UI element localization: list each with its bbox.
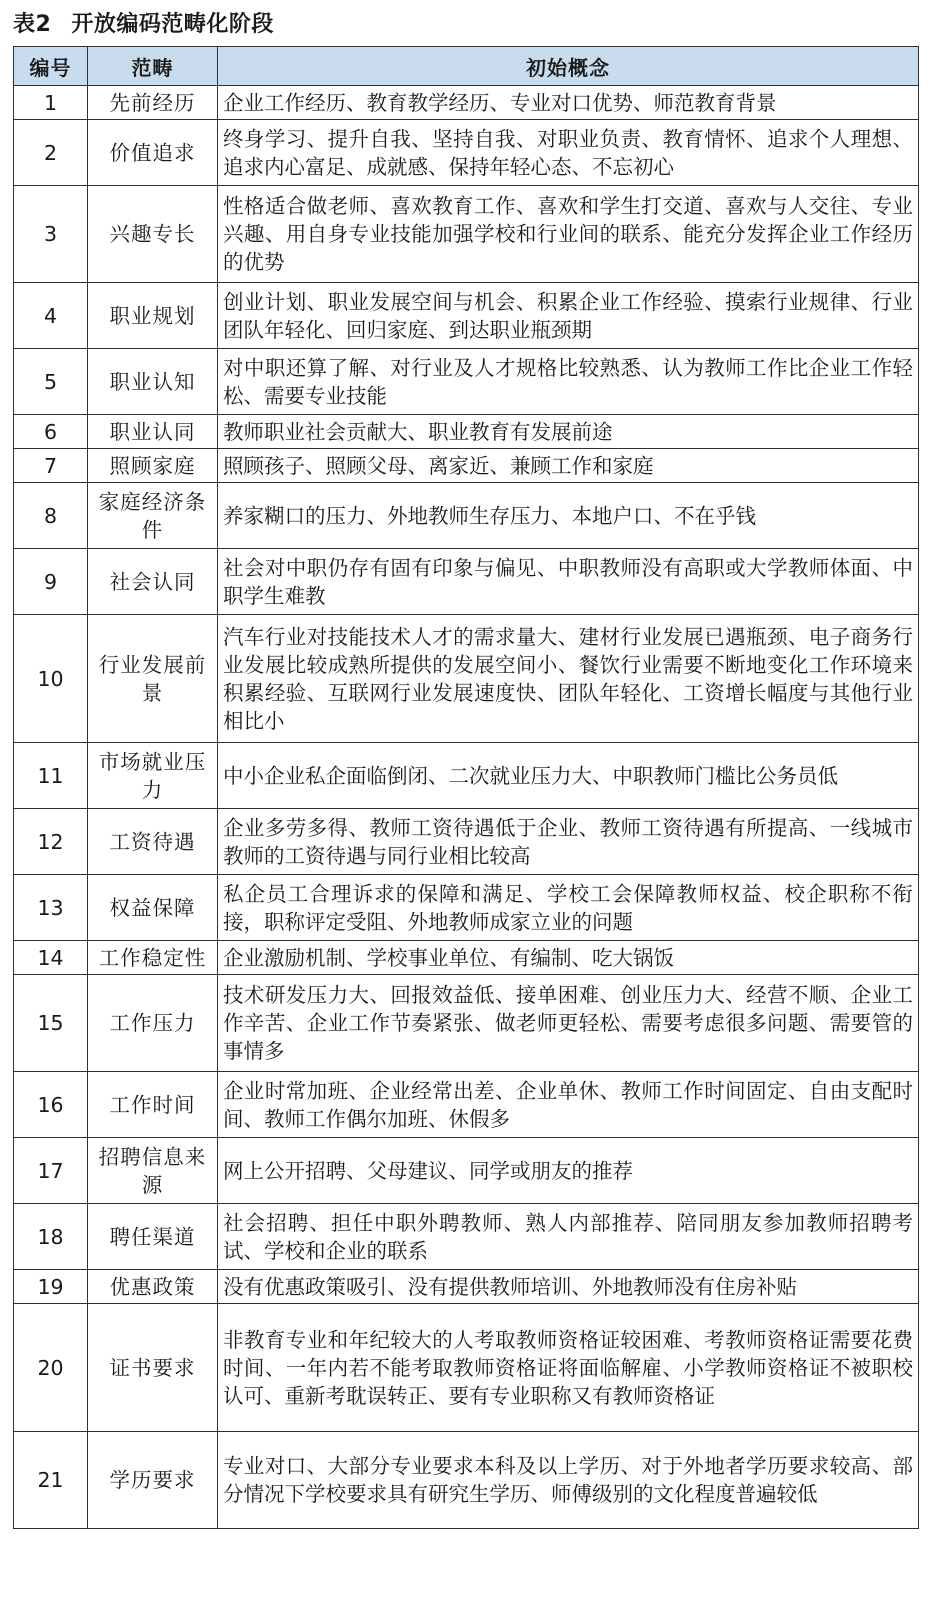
table-row (14, 975, 919, 1072)
row-concepts: 中小企业私企面临倒闭、二次就业压力大、中职教师门槛比公务员低 (218, 743, 919, 809)
table-row (14, 875, 919, 941)
row-concepts: 技术研发压力大、回报效益低、接单困难、创业压力大、经营不顺、企业工作辛苦、企业工作节奏紧张、做老师更轻松、需要考虑很多问题、需要管的事情多 (218, 975, 919, 1072)
row-concepts: 企业工作经历、教育教学经历、专业对口优势、师范教育背景 (218, 86, 919, 120)
row-number: 16 (14, 1072, 88, 1138)
header-number: 编号 (14, 47, 88, 86)
table-row (14, 549, 919, 615)
row-category: 工作压力 (88, 975, 218, 1072)
table-row (14, 1432, 919, 1529)
table-row (14, 283, 919, 349)
row-category: 权益保障 (88, 875, 218, 941)
row-category: 职业认同 (88, 415, 218, 449)
row-category: 社会认同 (88, 549, 218, 615)
open-coding-table (13, 46, 919, 1529)
row-concepts: 教师职业社会贡献大、职业教育有发展前途 (218, 415, 919, 449)
row-number: 20 (14, 1304, 88, 1432)
row-concepts: 性格适合做老师、喜欢教育工作、喜欢和学生打交道、喜欢与人交往、专业兴趣、用自身专业技能加强学校和行业间的联系、能充分发挥企业工作经历的优势 (218, 186, 919, 283)
row-concepts: 汽车行业对技能技术人才的需求量大、建材行业发展已遇瓶颈、电子商务行业发展比较成熟所提供的发展空间小、餐饮行业需要不断地变化工作环境来积累经验、互联网行业发展速度快、团队年轻化、工资增长幅度与其他行业相比小 (218, 615, 919, 743)
row-concepts: 专业对口、大部分专业要求本科及以上学历、对于外地者学历要求较高、部分情况下学校要求具有研究生学历、师傅级别的文化程度普遍较低 (218, 1432, 919, 1529)
table-row (14, 615, 919, 743)
row-concepts: 企业多劳多得、教师工资待遇低于企业、教师工资待遇有所提高、一线城市教师的工资待遇与同行业相比较高 (218, 809, 919, 875)
table-row (14, 941, 919, 975)
row-number: 19 (14, 1270, 88, 1304)
row-concepts: 企业激励机制、学校事业单位、有编制、吃大锅饭 (218, 941, 919, 975)
row-number: 5 (14, 349, 88, 415)
row-category: 证书要求 (88, 1304, 218, 1432)
table-row (14, 449, 919, 483)
row-concepts: 企业时常加班、企业经常出差、企业单休、教师工作时间固定、自由支配时间、教师工作偶尔加班、休假多 (218, 1072, 919, 1138)
table-row (14, 120, 919, 186)
table-row (14, 1138, 919, 1204)
row-category: 工作稳定性 (88, 941, 218, 975)
row-concepts: 社会对中职仍存有固有印象与偏见、中职教师没有高职或大学教师体面、中职学生难教 (218, 549, 919, 615)
row-category: 优惠政策 (88, 1270, 218, 1304)
header-row (14, 47, 919, 86)
row-category: 工作时间 (88, 1072, 218, 1138)
row-category: 学历要求 (88, 1432, 218, 1529)
row-category: 市场就业压力 (88, 743, 218, 809)
row-category: 职业规划 (88, 283, 218, 349)
row-category: 职业认知 (88, 349, 218, 415)
row-concepts: 对中职还算了解、对行业及人才规格比较熟悉、认为教师工作比企业工作轻松、需要专业技能 (218, 349, 919, 415)
row-number: 17 (14, 1138, 88, 1204)
table-caption (13, 8, 922, 42)
row-concepts: 社会招聘、担任中职外聘教师、熟人内部推荐、陪同朋友参加教师招聘考试、学校和企业的联系 (218, 1204, 919, 1270)
row-category: 行业发展前景 (88, 615, 218, 743)
row-category: 家庭经济条件 (88, 483, 218, 549)
row-number: 2 (14, 120, 88, 186)
row-number: 8 (14, 483, 88, 549)
row-number: 3 (14, 186, 88, 283)
table-header (14, 47, 919, 86)
row-number: 6 (14, 415, 88, 449)
row-number: 9 (14, 549, 88, 615)
table-row (14, 743, 919, 809)
row-number: 21 (14, 1432, 88, 1529)
row-category: 先前经历 (88, 86, 218, 120)
table-number: 表2 (13, 12, 52, 37)
row-category: 价值追求 (88, 120, 218, 186)
table-row (14, 1204, 919, 1270)
table-row (14, 86, 919, 120)
table-row (14, 483, 919, 549)
table-title: 开放编码范畴化阶段 (71, 12, 274, 37)
row-category: 工资待遇 (88, 809, 218, 875)
row-category: 招聘信息来源 (88, 1138, 218, 1204)
table-body (14, 86, 919, 1529)
row-number: 12 (14, 809, 88, 875)
row-number: 13 (14, 875, 88, 941)
header-category: 范畴 (88, 47, 218, 86)
table-row (14, 349, 919, 415)
row-number: 11 (14, 743, 88, 809)
table-row (14, 1270, 919, 1304)
row-concepts: 养家糊口的压力、外地教师生存压力、本地户口、不在乎钱 (218, 483, 919, 549)
row-number: 18 (14, 1204, 88, 1270)
row-concepts: 私企员工合理诉求的保障和满足、学校工会保障教师权益、校企职称不衔接，职称评定受阻、外地教师成家立业的问题 (218, 875, 919, 941)
table-row (14, 809, 919, 875)
row-number: 10 (14, 615, 88, 743)
row-category: 照顾家庭 (88, 449, 218, 483)
header-concepts: 初始概念 (218, 47, 919, 86)
row-number: 1 (14, 86, 88, 120)
row-number: 15 (14, 975, 88, 1072)
table-row (14, 186, 919, 283)
table-row (14, 415, 919, 449)
row-concepts: 网上公开招聘、父母建议、同学或朋友的推荐 (218, 1138, 919, 1204)
table-row (14, 1304, 919, 1432)
row-concepts: 非教育专业和年纪较大的人考取教师资格证较困难、考教师资格证需要花费时间、一年内若不能考取教师资格证将面临解雇、小学教师资格证不被职校认可、重新考耽误转正、要有专业职称又有教师资格证 (218, 1304, 919, 1432)
row-number: 14 (14, 941, 88, 975)
row-category: 聘任渠道 (88, 1204, 218, 1270)
row-concepts: 创业计划、职业发展空间与机会、积累企业工作经验、摸索行业规律、行业团队年轻化、回归家庭、到达职业瓶颈期 (218, 283, 919, 349)
row-concepts: 终身学习、提升自我、坚持自我、对职业负责、教育情怀、追求个人理想、追求内心富足、成就感、保持年轻心态、不忘初心 (218, 120, 919, 186)
row-number: 7 (14, 449, 88, 483)
row-concepts: 照顾孩子、照顾父母、离家近、兼顾工作和家庭 (218, 449, 919, 483)
table-row (14, 1072, 919, 1138)
row-concepts: 没有优惠政策吸引、没有提供教师培训、外地教师没有住房补贴 (218, 1270, 919, 1304)
row-number: 4 (14, 283, 88, 349)
row-category: 兴趣专长 (88, 186, 218, 283)
